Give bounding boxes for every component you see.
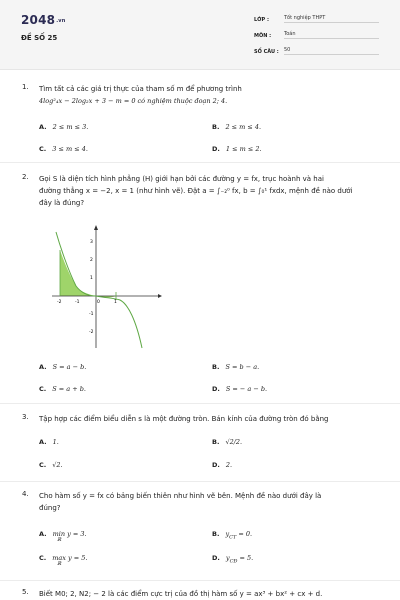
x-tick-label: 0 — [97, 300, 100, 305]
meta-count: SỐ CÂU : 50 — [254, 44, 379, 55]
option-d[interactable]: D. 1 ≤ m ≤ 2. — [212, 145, 262, 153]
option-c[interactable]: C. S = a + b. — [39, 385, 86, 393]
option-d[interactable]: D. 2. — [212, 461, 233, 469]
x-axis-arrow — [158, 294, 162, 298]
option-d[interactable]: D. $y_{CĐ} = 5$. — [212, 554, 254, 565]
y-axis-arrow — [94, 225, 98, 230]
question-2-graph — [50, 224, 170, 352]
meta-class: LỚP : Tốt nghiệp THPT — [254, 12, 379, 23]
option-a[interactable]: A. 1. — [39, 438, 59, 446]
y-tick-label: 3 — [90, 240, 93, 245]
question-2: 2. Gọi S là diện tích hình phẳng (H) giới hạn bởi các đường y = fx, trục hoành và hai đường thẳng x = −2, x = 1 (như hình vẽ). Đặt a = ∫₋₂⁰ fx, b = ∫₀¹ fxdx, mệnh đề nào dưới đây là đúng? A. S = a − b. B. S = b − a. C. S = a + b. D. S = − a − b. — [22, 173, 382, 403]
question-text: Tìm tất cả các giá trị thực của tham số m để phương trình 4log²₄x − 2log₂x + 3 − m = 0 có nghiệm thuộc đoạn 2; 4. — [39, 85, 242, 105]
option-b[interactable]: B. 2 ≤ m ≤ 4. — [212, 123, 262, 131]
x-tick-label: 1 — [114, 300, 117, 305]
option-c[interactable]: C. max y = 5. ℝ — [39, 554, 88, 567]
question-text: Gọi S là diện tích hình phẳng (H) giới hạn bởi các đường y = fx, trục hoành và hai đường thẳng x = −2, x = 1 (như hình vẽ). Đặt a = ∫₋₂⁰ fx, b = ∫₀¹ fxdx, mệnh đề nào dưới đây là đúng? — [39, 175, 353, 207]
x-tick-label: -2 — [57, 300, 62, 305]
site-logo[interactable]: $2048_{.vn}$ — [21, 13, 66, 27]
y-tick-label: 1 — [90, 276, 93, 281]
option-c[interactable]: C. √2. — [39, 461, 63, 469]
question-text: Biết M0; 2, N2; − 2 là các điểm cực trị của đồ thị hàm số y = ax³ + bx² + cx + d. — [39, 590, 323, 598]
option-a[interactable]: A. 2 ≤ m ≤ 3. — [39, 123, 89, 131]
option-a[interactable]: A. S = a − b. — [39, 363, 87, 371]
graph-svg — [50, 224, 170, 352]
option-b[interactable]: B. S = b − a. — [212, 363, 260, 371]
question-text: Cho hàm số y = fx có bảng biến thiên như hình vẽ bên. Mệnh đề nào dưới đây là đúng? — [39, 492, 322, 512]
divider — [0, 481, 400, 482]
exam-title: ĐỀ SỐ 25 — [21, 34, 58, 42]
divider — [0, 580, 400, 581]
divider — [0, 162, 400, 163]
question-text: Tập hợp các điểm biểu diễn ꜱ là một đường tròn. Bán kính của đường tròn đó bằng — [39, 415, 329, 423]
question-1: 1. Tìm tất cả các giá trị thực của tham số m để phương trình 4log²₄x − 2log₂x + 3 − m = 0 có nghiệm thuộc đoạn 2; 4. A. 2 ≤ m ≤ 3. B. 2 ≤ m ≤ 4. C. 3 ≤ m ≤ 4. D. 1 ≤ m ≤ 2. — [22, 83, 382, 158]
meta-subject: MÔN : Toán — [254, 28, 379, 39]
question-4: 4. Cho hàm số y = fx có bảng biến thiên như hình vẽ bên. Mệnh đề nào dưới đây là đúng? A. min y = 3. ℝ B. $y_{CT} = 0$. C. max y = 5. ℝ D. $y_{CĐ} = 5$. — [22, 490, 382, 578]
option-a[interactable]: A. min y = 3. ℝ — [39, 530, 87, 543]
x-tick-label: -1 — [75, 300, 80, 305]
option-d[interactable]: D. S = − a − b. — [212, 385, 268, 393]
y-tick-label: 2 — [90, 258, 93, 263]
question-5: 5. Biết M0; 2, N2; − 2 là các điểm cực trị của đồ thị hàm số y = ax³ + bx² + cx + d. — [22, 588, 382, 600]
divider — [0, 403, 400, 404]
exam-header — [0, 0, 400, 70]
option-b[interactable]: B. √2/2. — [212, 438, 243, 446]
question-3: 3. Tập hợp các điểm biểu diễn ꜱ là một đường tròn. Bán kính của đường tròn đó bằng A. 1. B. √2/2. C. √2. D. 2. — [22, 413, 382, 481]
option-c[interactable]: C. 3 ≤ m ≤ 4. — [39, 145, 88, 153]
option-b[interactable]: B. $y_{CT} = 0$. — [212, 530, 253, 541]
y-tick-label: -2 — [89, 330, 94, 335]
y-tick-label: -1 — [89, 312, 94, 317]
